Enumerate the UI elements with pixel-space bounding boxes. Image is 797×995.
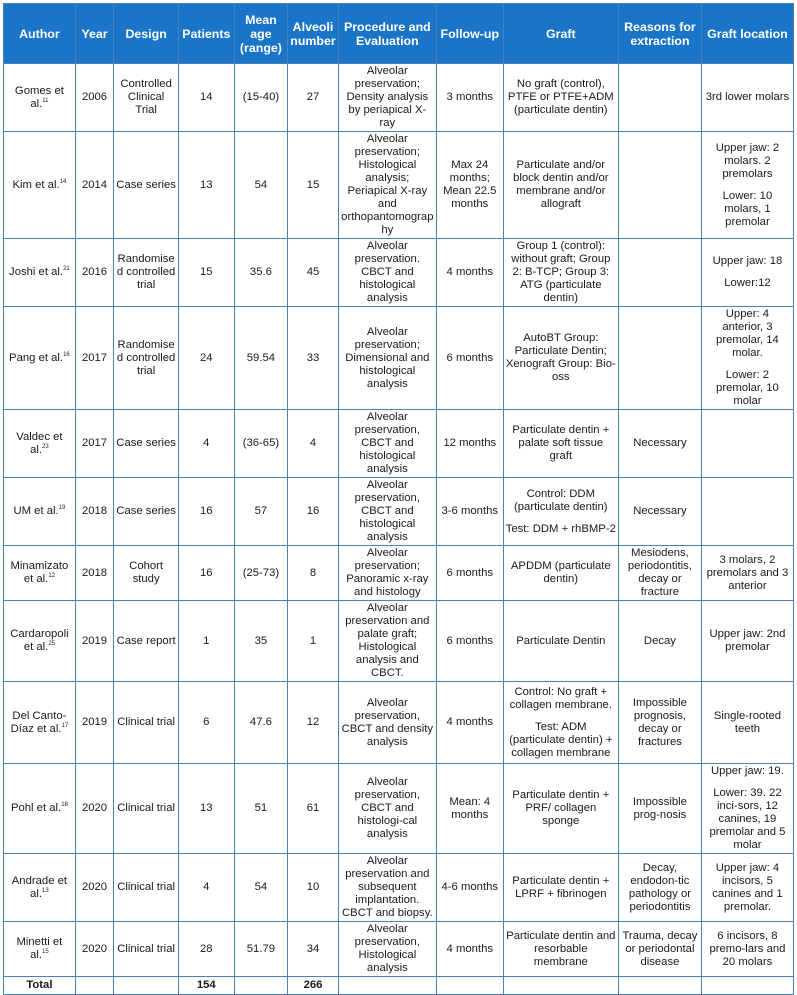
empty-cell [503,977,618,995]
design-cell: Randomised controlled trial [114,239,179,307]
graft-cell-part-2: Test: ADM (particulate dentin) + collagen membrane [509,720,613,759]
patients-cell: 1 [178,601,234,682]
header-follow-up: Follow-up [436,4,503,64]
year-cell: 2014 [75,132,113,239]
graft-location-cell: Single-rooted teeth [701,682,793,764]
procedure-cell: Alveolar preservation, CBCT and histologi-cal analysis [338,764,436,854]
reasons-cell: Necessary [618,478,701,546]
reference-number: 23 [42,443,49,450]
author-cell [4,132,76,239]
procedure-cell: Alveolar preservation and subsequent implantation. CBCT and biopsy. [338,854,436,922]
author-cell [4,601,76,682]
design-cell: Cohort study [114,546,179,601]
year-cell: 2017 [75,307,113,410]
follow-up-cell: Mean: 4 months [436,764,503,854]
mean-age-cell: (25-73) [234,546,288,601]
reasons-cell: Decay, endodon-tic pathology or periodontitis [618,854,701,922]
header-graft-location: Graft location [701,4,793,64]
total-row [4,977,794,995]
graft-location-cell-part-2: Lower: 39. 22 inci-sors, 12 canines, 19 premolar and 5 molar [709,787,786,851]
design-cell: Controlled Clinical Trial [114,64,179,132]
mean-age-cell: 54 [234,132,288,239]
author-cell [4,546,76,601]
graft-cell: No graft (control), PTFE or PTFE+ADM (particulate dentin) [503,64,618,132]
author-cell [4,922,76,977]
reference-number: 11 [42,97,49,104]
header-reasons: Reasons for extraction [618,4,701,64]
alveoli-cell: 4 [288,410,339,478]
reference-number: 25 [48,641,55,648]
graft-location-cell-part-2: Lower: 10 molars, 1 premolar [722,189,773,228]
follow-up-cell: 4-6 months [436,854,503,922]
patients-cell: 4 [178,410,234,478]
graft-cell: Particulate Dentin [503,601,618,682]
header-row [4,4,794,64]
design-cell: Clinical trial [114,854,179,922]
reasons-cell [618,307,701,410]
author-name: Minamizato et al. [10,560,69,585]
patients-cell: 15 [178,239,234,307]
empty-cell [436,977,503,995]
graft-cell-part-1: Control: DDM (particulate dentin) [514,487,608,513]
alveoli-cell: 10 [288,854,339,922]
graft-cell [503,478,618,546]
graft-location-cell [701,410,793,478]
follow-up-cell: 4 months [436,922,503,977]
reference-number: 21 [63,266,70,273]
procedure-cell: Alveolar preservation, CBCT and density analysis [338,682,436,764]
graft-cell: Group 1 (control): without graft; Group 2: B-TCP; Group 3: ATG (particulate dentin) [503,239,618,307]
header-alveoli: Alveoli number [288,4,339,64]
author-name: Andrade et al. [11,874,68,900]
author-cell [4,854,76,922]
year-cell: 2020 [75,764,113,854]
graft-location-cell: Upper jaw: 2nd premolar [701,601,793,682]
author-cell [4,410,76,478]
graft-location-cell-part-2: Lower:12 [724,277,771,289]
procedure-cell: Alveolar preservation; Dimensional and histological analysis [338,307,436,410]
procedure-cell: Alveolar preservation. CBCT and histological analysis [338,239,436,307]
graft-location-cell [701,764,793,854]
mean-age-cell: 57 [234,478,288,546]
patients-cell: 6 [178,682,234,764]
author-name: Minetti et al. [16,936,63,961]
mean-age-cell: 35.6 [234,239,288,307]
header-graft: Graft [503,4,618,64]
procedure-cell: Alveolar preservation, CBCT and histological analysis [338,478,436,546]
graft-location-cell-part-1: Upper: 4 anterior, 3 premolar, 14 molar. [716,308,779,359]
table-row [4,922,794,977]
reasons-cell: Decay [618,601,701,682]
patients-cell: 28 [178,922,234,977]
patients-cell: 13 [178,132,234,239]
alveoli-cell: 34 [288,922,339,977]
year-cell: 2019 [75,682,113,764]
mean-age-cell: (15-40) [234,64,288,132]
table-row [4,410,794,478]
reference-number: 16 [63,351,70,358]
empty-cell [701,977,793,995]
year-cell: 2018 [75,478,113,546]
alveoli-cell: 45 [288,239,339,307]
alveoli-cell: 33 [288,307,339,410]
author-name: Pang et al. [9,351,64,364]
graft-location-cell [701,478,793,546]
year-cell: 2016 [75,239,113,307]
graft-location-cell-part-1: Upper jaw: 2 molars. 2 premolars [715,141,780,180]
graft-cell: Particulate dentin + LPRF + fibrinogen [503,854,618,922]
mean-age-cell: (36-65) [234,410,288,478]
graft-cell: AutoBT Group: Particulate Dentin; Xenograft Group: Bio-oss [503,307,618,410]
table-row [4,546,794,601]
graft-location-cell [701,239,793,307]
table-row [4,601,794,682]
alveoli-cell: 12 [288,682,339,764]
follow-up-cell: Max 24 months; Mean 22.5 months [436,132,503,239]
graft-cell [503,682,618,764]
graft-location-cell-part-1: Upper jaw: 19. [711,765,784,777]
author-name: Cardaropoli et al. [10,628,69,653]
year-cell: 2006 [75,64,113,132]
follow-up-cell: 6 months [436,546,503,601]
procedure-cell: Alveolar preservation; Density analysis by periapical X-ray [338,64,436,132]
table-row [4,239,794,307]
total-label: Total [4,977,76,995]
table-row [4,307,794,410]
header-patients: Patients [178,4,234,64]
header-author: Author [4,4,76,64]
empty-cell [338,977,436,995]
alveoli-cell: 8 [288,546,339,601]
patients-cell: 24 [178,307,234,410]
design-cell: Case series [114,478,179,546]
design-cell: Case series [114,132,179,239]
graft-cell: Particulate dentin + PRF/ collagen sponge [503,764,618,854]
patients-cell: 16 [178,546,234,601]
empty-cell [234,977,288,995]
graft-location-cell [701,132,793,239]
graft-location-cell [701,307,793,410]
reference-number: 18 [61,802,68,809]
total-patients: 154 [178,977,234,995]
graft-location-cell: Upper jaw: 4 incisors, 5 canines and 1 premolar. [701,854,793,922]
year-cell: 2020 [75,854,113,922]
author-name: Del Canto-Díaz et al. [10,709,67,735]
mean-age-cell: 54 [234,854,288,922]
author-cell [4,682,76,764]
graft-location-cell: 3 molars, 2 premolars and 3 anterior [701,546,793,601]
alveoli-cell: 27 [288,64,339,132]
author-cell [4,307,76,410]
graft-location-cell-part-1: Upper jaw: 18 [712,255,783,267]
mean-age-cell: 51 [234,764,288,854]
procedure-cell: Alveolar preservation; Histological analysis; Periapical X-ray and orthopantomography [338,132,436,239]
author-name: Gomes et al. [14,84,64,110]
graft-location-cell: 6 incisors, 8 premo-lars and 20 molars [701,922,793,977]
graft-cell: Particulate dentin and resorbable membrane [503,922,618,977]
follow-up-cell: 6 months [436,307,503,410]
procedure-cell: Alveolar preservation, Histological analysis [338,922,436,977]
empty-cell [114,977,179,995]
reference-number: 17 [61,722,69,729]
design-cell: Clinical trial [114,922,179,977]
author-cell [4,478,76,546]
graft-location-cell-part-2: Lower: 2 premolar, 10 molar [716,369,779,407]
follow-up-cell: 6 months [436,601,503,682]
follow-up-cell: 4 months [436,682,503,764]
header-year: Year [75,4,113,64]
alveoli-cell: 61 [288,764,339,854]
graft-cell-part-2: Test: DDM + rhBMP-2 [505,522,616,535]
follow-up-cell: 3 months [436,64,503,132]
graft-location-cell: 3rd lower molars [701,64,793,132]
year-cell: 2018 [75,546,113,601]
reference-number: 14 [59,178,67,185]
reference-number: 15 [42,949,49,956]
header-mean-age: Mean age (range) [234,4,288,64]
table-row [4,682,794,764]
author-cell [4,764,76,854]
reference-number: 13 [42,887,49,894]
empty-cell [75,977,113,995]
mean-age-cell: 47.6 [234,682,288,764]
header-design: Design [114,4,179,64]
header-procedure: Procedure and Evaluation [338,4,436,64]
design-cell: Case series [114,410,179,478]
follow-up-cell: 4 months [436,239,503,307]
table-row [4,764,794,854]
reference-number: 19 [58,505,66,512]
mean-age-cell: 59.54 [234,307,288,410]
graft-cell: APDDM (particulate dentin) [503,546,618,601]
design-cell: Case report [114,601,179,682]
patients-cell: 16 [178,478,234,546]
alveoli-cell: 15 [288,132,339,239]
procedure-cell: Alveolar preservation and palate graft; Histological analysis and CBCT. [338,601,436,682]
author-name: Kim et al. [12,178,60,191]
design-cell: Randomised controlled trial [114,307,179,410]
table-row [4,478,794,546]
author-name: Valdec et al. [16,430,63,456]
alveoli-cell: 1 [288,601,339,682]
author-cell [4,239,76,307]
reference-number: 12 [48,573,55,580]
design-cell: Clinical trial [114,682,179,764]
table-row [4,132,794,239]
reasons-cell [618,132,701,239]
patients-cell: 14 [178,64,234,132]
graft-cell: Particulate and/or block dentin and/or membrane and/or allograft [503,132,618,239]
table-row [4,854,794,922]
reasons-cell: Trauma, decay or periodontal disease [618,922,701,977]
follow-up-cell: 3-6 months [436,478,503,546]
year-cell: 2017 [75,410,113,478]
patients-cell: 4 [178,854,234,922]
total-alveoli: 266 [288,977,339,995]
reasons-cell: Impossible prog-nosis [618,764,701,854]
reasons-cell [618,239,701,307]
year-cell: 2020 [75,922,113,977]
year-cell: 2019 [75,601,113,682]
graft-cell: Particulate dentin + palate soft tissue graft [503,410,618,478]
patients-cell: 13 [178,764,234,854]
empty-cell [618,977,701,995]
mean-age-cell: 51.79 [234,922,288,977]
reasons-cell: Impossible prognosis, decay or fractures [618,682,701,764]
studies-table [3,3,794,995]
author-name: UM et al. [13,505,59,517]
author-name: Joshi et al. [9,266,64,278]
procedure-cell: Alveolar preservation, CBCT and histological analysis [338,410,436,478]
author-name: Pohl et al. [10,802,62,814]
follow-up-cell: 12 months [436,410,503,478]
alveoli-cell: 16 [288,478,339,546]
design-cell: Clinical trial [114,764,179,854]
procedure-cell: Alveolar preservation; Panoramic x-ray and histology [338,546,436,601]
mean-age-cell: 35 [234,601,288,682]
reasons-cell [618,64,701,132]
reasons-cell: Necessary [618,410,701,478]
graft-cell-part-1: Control: No graft + collagen membrane. [509,685,612,711]
author-cell [4,64,76,132]
reasons-cell: Mesiodens, periodontitis, decay or fracture [618,546,701,601]
table-row [4,64,794,132]
